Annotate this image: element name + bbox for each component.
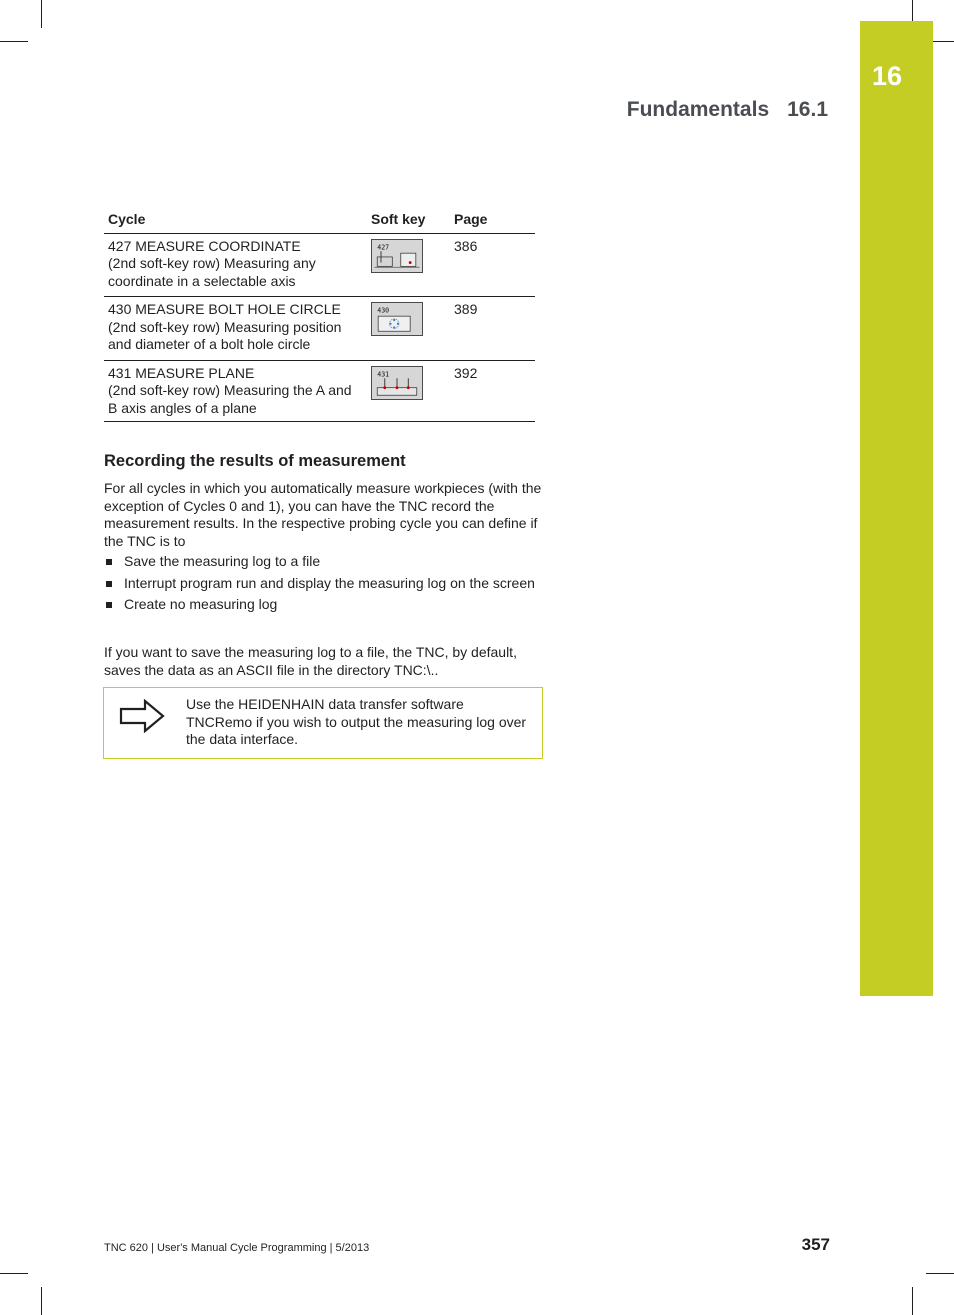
- section-number: 16.1: [787, 98, 828, 121]
- bullet-marker: [106, 581, 112, 587]
- footer-text: TNC 620 | User's Manual Cycle Programming | 5/2013: [104, 1242, 370, 1254]
- soft-key-cell: [367, 297, 450, 361]
- cycle-title: 431 MEASURE PLANE: [108, 364, 255, 381]
- note-text: Use the HEIDENHAIN data transfer software TNCRemo if you wish to output the measuring log over the data interface.: [186, 696, 527, 747]
- intro-paragraph: For all cycles in which you automatically measure workpieces (with the exception of Cycles 0 and 1), you can have the TNC record the measurement results. In the respective probing cycle you can define if the TNC is to: [104, 480, 542, 549]
- page-cell: 389: [450, 297, 535, 361]
- note-box: [103, 687, 543, 759]
- crop-mark: [41, 0, 42, 28]
- cycle-title: 430 MEASURE BOLT HOLE CIRCLE: [108, 301, 341, 317]
- cycle-description: (2nd soft-key row) Measuring the A and B axis angles of a plane: [108, 382, 352, 416]
- chapter-tab: [860, 21, 933, 996]
- chapter-title: Fundamentals: [626, 98, 770, 121]
- header-soft-key: Soft key: [367, 209, 450, 233]
- section-heading: Recording the results of measurement: [104, 452, 406, 470]
- crop-mark: [912, 1287, 913, 1315]
- soft-key-430-icon[interactable]: [371, 302, 423, 336]
- crop-mark: [926, 1273, 954, 1274]
- soft-key-431-icon[interactable]: [371, 366, 423, 400]
- svg-text:431: 431: [377, 369, 390, 378]
- cycle-cell: [104, 360, 367, 422]
- table-header-row: [104, 209, 535, 233]
- cycle-description: (2nd soft-key row) Measuring any coordinate in a selectable axis: [108, 255, 316, 289]
- svg-text:427: 427: [377, 242, 390, 251]
- table-row: [104, 297, 535, 361]
- table-row: [104, 360, 535, 422]
- soft-key-cell: [367, 233, 450, 297]
- page-cell: 386: [450, 233, 535, 297]
- list-item-text: Create no measuring log: [124, 596, 278, 612]
- svg-text:430: 430: [377, 306, 390, 315]
- cycle-cell: [104, 233, 367, 297]
- chapter-number: 16: [871, 61, 903, 91]
- list-item-text: Interrupt program run and display the measuring log on the screen: [124, 574, 535, 591]
- cycle-title: 427 MEASURE COORDINATE: [108, 237, 301, 254]
- header-page: Page: [450, 209, 535, 233]
- header-cycle: Cycle: [104, 209, 367, 233]
- list-item-text: Save the measuring log to a file: [124, 553, 321, 569]
- running-head: [627, 98, 828, 122]
- list-item: [104, 553, 544, 571]
- options-list: [104, 553, 544, 618]
- list-item: [104, 596, 544, 614]
- page-number: 357: [801, 1235, 830, 1254]
- list-item: [104, 575, 544, 593]
- soft-key-427-icon[interactable]: [371, 239, 423, 273]
- crop-mark: [41, 1287, 42, 1315]
- cycles-table: [104, 209, 535, 422]
- bullet-marker: [106, 602, 112, 608]
- bullet-marker: [106, 559, 112, 565]
- page-cell: 392: [450, 360, 535, 422]
- crop-mark: [0, 1273, 28, 1274]
- cycle-description: (2nd soft-key row) Measuring position and diameter of a bolt hole circle: [108, 318, 342, 352]
- soft-key-cell: [367, 360, 450, 422]
- table-row: [104, 233, 535, 297]
- crop-mark: [0, 41, 28, 42]
- arrow-right-icon: [119, 699, 165, 733]
- cycle-cell: [104, 297, 367, 361]
- save-log-paragraph: If you want to save the measuring log to a file, the TNC, by default, saves the data as an ASCII file in the directory TNC:\..: [104, 644, 517, 678]
